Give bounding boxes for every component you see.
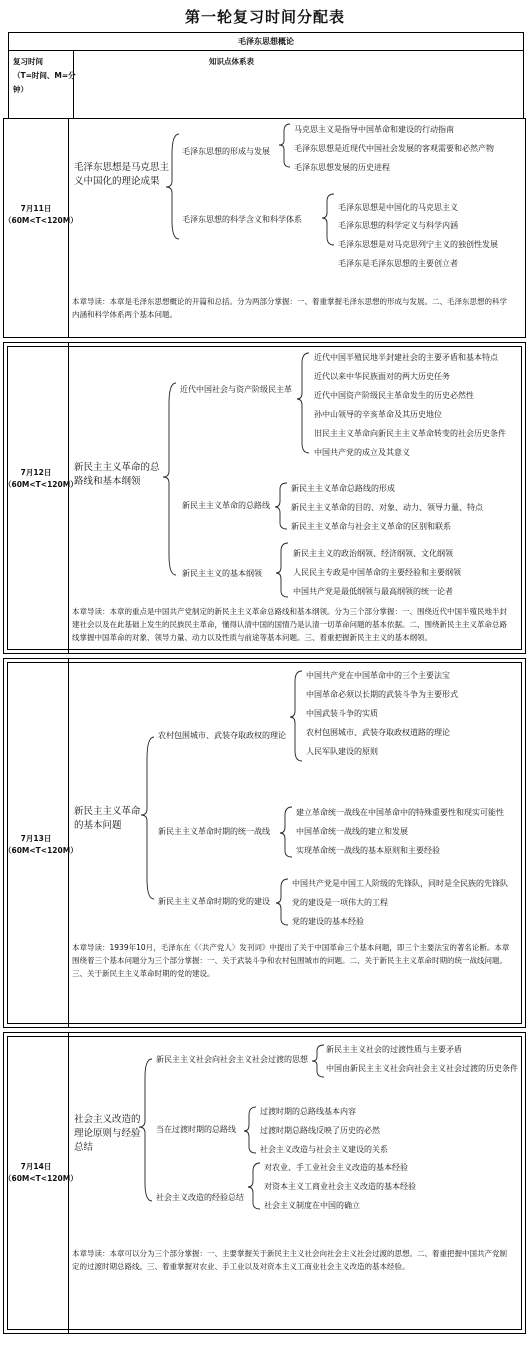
list-item: 中国共产党是最低纲领与最高纲领的统一论者 (293, 587, 453, 596)
list-item: 社会主义改造与社会主义建设的关系 (260, 1145, 388, 1154)
list-item: 过渡时期总路线反映了历史的必然 (260, 1126, 380, 1135)
table-section-title: 毛泽东思想概论 (8, 32, 524, 51)
list-item: 中国共产党是中国工人阶级的先锋队，同时是全民族的先锋队 (292, 879, 508, 888)
section-7-12 (3, 342, 526, 654)
section-7-13 (3, 658, 526, 1028)
branch-label: 近代中国社会与资产阶级民主革 (180, 385, 292, 394)
list-item: 中国武装斗争的实质 (306, 709, 378, 718)
date-cell: 7月12日 （60M<T<120M） (4, 468, 78, 489)
list-item: 中国共产党的成立及其意义 (314, 448, 410, 457)
list-item: 新民主主义社会的过渡性质与主要矛盾 (326, 1045, 462, 1054)
branch-label: 新民主主义革命时期的统一战线 (158, 827, 270, 836)
mindmap-root: 社会主义改造的理论原则与经验总结 (74, 1114, 141, 1153)
list-item: 近代中国资产阶级民主革命发生的历史必然性 (314, 391, 474, 400)
list-item: 新民主主义革命的目的、对象、动力、领导力量、特点 (291, 503, 483, 512)
list-item: 社会主义制度在中国的确立 (264, 1201, 360, 1210)
chapter-intro: 本章导读：本章可以分为三个部分掌握：一、主要掌握关于新民主主义社会向社会主义社会过渡的思想。二、着重把握中国共产党制定的过渡时期总路线。三、着重掌握对农业、手工业以及对资本主义工商业社会主义改造的基本经验。 (72, 1249, 507, 1271)
list-item: 建立革命统一战线在中国革命中的特殊重要性和现实可能性 (296, 808, 504, 817)
list-item: 实现革命统一战线的基本原则和主要经验 (296, 846, 440, 855)
list-item: 对资本主义工商业社会主义改造的基本经验 (264, 1182, 416, 1191)
chapter-intro: 本章导读：1939年10月，毛泽东在《〈共产党人〉发刊词》中提出了关于中国革命三个基本问题，即三个主要法宝的著名论断。本章围绕着三个基本问题分为三个部分掌握：一、关于武装斗争和农村包围城市的问题。二、关于新民主主义革命时期的统一战线问题。三、关于新民主主义革命时期的党的建设。 (72, 943, 510, 978)
list-item: 人民民主专政是中国革命的主要经验和主要纲领 (293, 568, 461, 577)
list-item: 人民军队建设的原则 (306, 747, 378, 756)
col-time-header: 复习时间 （T=时间、M=分 钟） (13, 57, 76, 94)
list-item: 马克思主义是指导中国革命和建设的行动指南 (294, 125, 454, 134)
section-7-14 (3, 1032, 526, 1334)
branch-label: 毛泽东思想的科学含义和科学体系 (182, 215, 302, 224)
list-item: 新民主主义的政治纲领、经济纲领、文化纲领 (293, 549, 453, 558)
list-item: 中国革命统一战线的建立和发展 (296, 827, 408, 836)
list-item: 过渡时期的总路线基本内容 (260, 1107, 356, 1116)
list-item: 毛泽东思想是对马克思列宁主义的独创性发展 (338, 240, 498, 249)
branch-label: 新民主主义的基本纲领 (182, 569, 262, 578)
page-title: 第一轮复习时间分配表 (184, 8, 345, 26)
col-knowledge-header: 知识点体系表 (209, 57, 254, 66)
chapter-intro: 本章导读：本章的重点是中国共产党制定的新民主主义革命总路线和基本纲领。分为三个部分掌握：一、围绕近代中国半殖民地半封建社会以及在此基础上发生的民族民主革命，懂得认清中国的国情乃是认清一切革命问题的基本依据。二、围绕新民主主义革命总路线掌握中国革命的对象、领导力量、动力以及性质与前途等基本问题。三、着重把握新民主主义的基本纲领。 (72, 607, 507, 642)
chapter-intro: 本章导读：本章是毛泽东思想概论的开篇和总括。分为两部分掌握：一、着重掌握毛泽东思想的形成与发展。二、毛泽东思想的科学内涵和科学体系两个基本问题。 (72, 297, 507, 319)
list-item: 旧民主主义革命向新民主主义革命转变的社会历史条件 (314, 429, 506, 438)
list-item: 农村包围城市、武装夺取政权道路的理论 (306, 728, 450, 737)
list-item: 近代以来中华民族面对的两大历史任务 (314, 372, 450, 381)
list-item: 新民主主义革命总路线的形成 (291, 484, 395, 493)
table-header-row (8, 50, 524, 119)
branch-label: 新民主主义社会向社会主义社会过渡的思想 (156, 1055, 308, 1064)
list-item: 毛泽东思想是中国化的马克思主义 (338, 203, 458, 212)
mindmap-root: 新民主主义革命的总路线和基本纲领 (74, 462, 160, 487)
branch-label: 毛泽东思想的形成与发展 (182, 147, 270, 156)
list-item: 毛泽东思想发展的历史进程 (294, 163, 390, 172)
date-cell: 7月14日 （60M<T<120M） (4, 1162, 78, 1183)
section-7-11 (3, 118, 526, 338)
list-item: 中国革命必须以长期的武装斗争为主要形式 (306, 690, 458, 699)
list-item: 毛泽东思想的科学定义与科学内涵 (338, 221, 458, 230)
list-item: 党的建设是一项伟大的工程 (292, 898, 388, 907)
list-item: 孙中山领导的辛亥革命及其历史地位 (314, 410, 442, 419)
branch-label: 当在过渡时期的总路线 (156, 1125, 236, 1134)
list-item: 毛泽东思想是近现代中国社会发展的客观需要和必然产物 (294, 144, 494, 153)
mindmap-root: 新民主主义革命的基本问题 (74, 806, 141, 831)
list-item: 近代中国半殖民地半封建社会的主要矛盾和基本特点 (314, 353, 498, 362)
list-item: 毛泽东是毛泽东思想的主要创立者 (338, 259, 458, 268)
list-item: 党的建设的基本经验 (292, 917, 364, 926)
mindmap-root: 毛泽东思想是马克思主义中国化的理论成果 (74, 162, 170, 187)
list-item: 新民主主义革命与社会主义革命的区别和联系 (291, 522, 451, 531)
list-item: 中国由新民主主义社会向社会主义社会过渡的历史条件 (326, 1064, 518, 1073)
branch-label: 新民主主义革命的总路线 (182, 501, 270, 510)
date-cell: 7月13日 （60M<T<120M） (4, 834, 78, 855)
branch-label: 农村包围城市、武装夺取政权的理论 (158, 731, 286, 740)
list-item: 中国共产党在中国革命中的三个主要法宝 (306, 671, 450, 680)
date-cell: 7月11日 （60M<T<120M） (4, 204, 78, 225)
branch-label: 社会主义改造的经验总结 (156, 1193, 244, 1202)
list-item: 对农业、手工业社会主义改造的基本经验 (264, 1163, 408, 1172)
branch-label: 新民主主义革命时期的党的建设 (158, 897, 270, 906)
